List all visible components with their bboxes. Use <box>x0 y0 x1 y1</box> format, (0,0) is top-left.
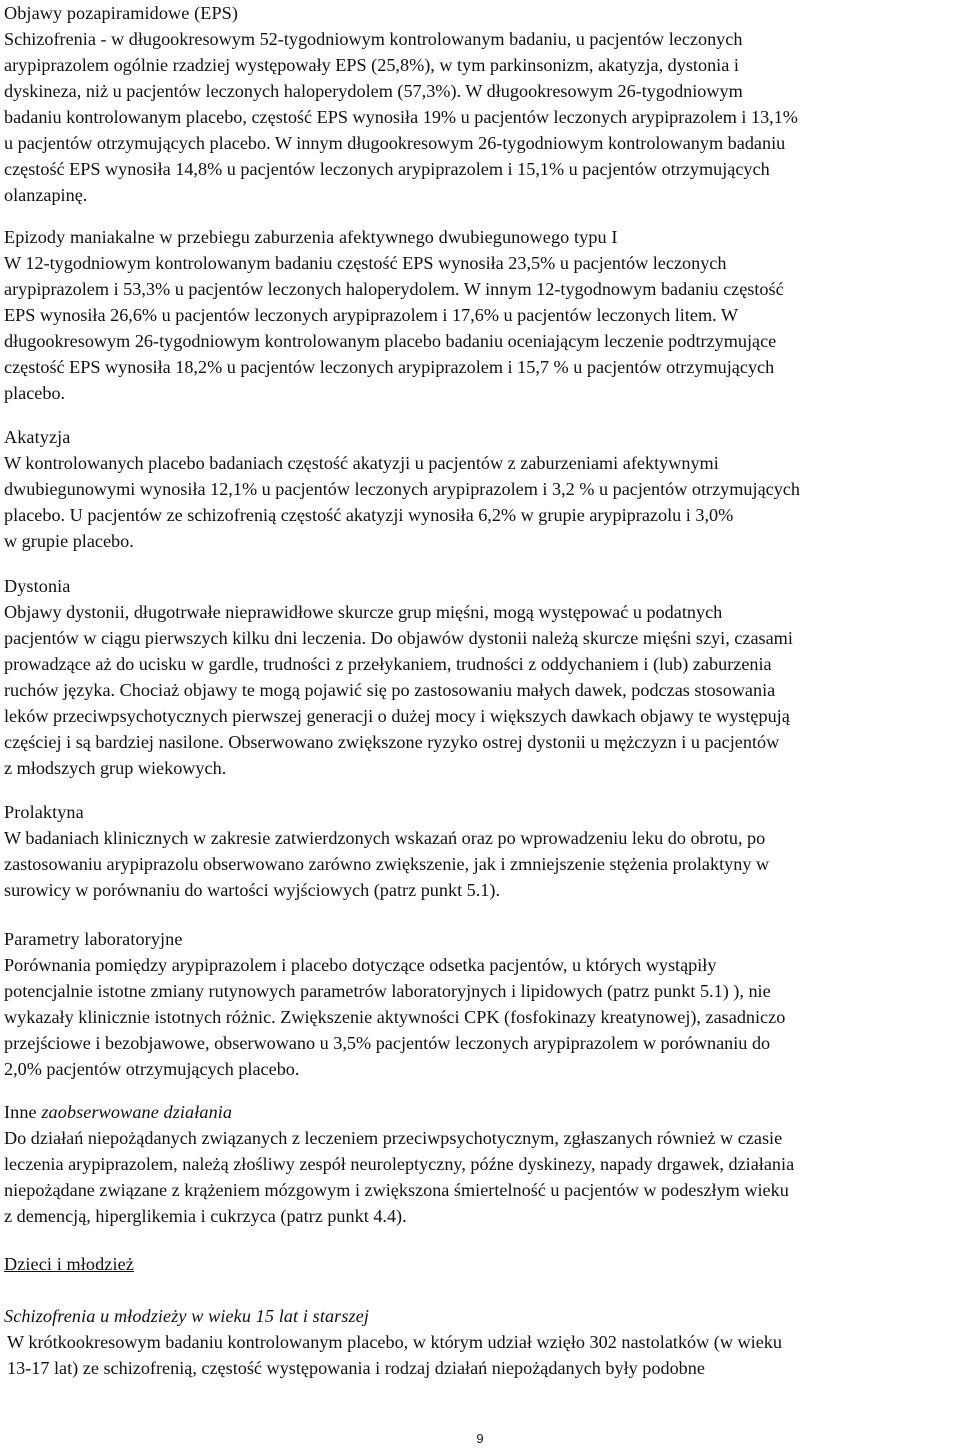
section-heading: Parametry laboratoryjne <box>4 929 183 949</box>
paragraph-line: 2,0% pacjentów otrzymujących placebo. <box>4 1059 300 1079</box>
section-other-effects <box>4 1099 956 1229</box>
section-heading: Akatyzja <box>4 427 71 447</box>
heading-italic-part: zaobserwowane działania <box>41 1102 233 1122</box>
paragraph-line: olanzapinę. <box>4 185 88 205</box>
paragraph-line: niepożądane związane z krążeniem mózgowym i zwiększona śmiertelność u pacjentów w podeszłym wieku <box>4 1180 789 1200</box>
paragraph-line: pacjentów w ciągu pierwszych kilku dni leczenia. Do objawów dystonii należą skurcze mięśni szyi, czasami <box>4 628 793 648</box>
section-heading: Epizody maniakalne w przebiegu zaburzenia afektywnego dwubiegunowego typu I <box>4 227 618 247</box>
paragraph-line: badaniu kontrolowanym placebo, częstość EPS wynosiła 19% u pacjentów leczonych arypiprazolem i 13,1% <box>4 107 798 127</box>
paragraph-line: częściej i są bardziej nasilone. Obserwowano zwiększone ryzyko ostrej dystonii u mężczyzn i u pacjentów <box>4 732 780 752</box>
paragraph-line: częstość EPS wynosiła 14,8% u pacjentów leczonych arypiprazolem i 15,1% u pacjentów otrzymujących <box>4 159 770 179</box>
section-children <box>4 1251 956 1277</box>
paragraph-line: u pacjentów otrzymujących placebo. W innym długookresowym 26-tygodniowym kontrolowanym badaniu <box>4 133 786 153</box>
paragraph-line: leczenia arypiprazolem, należą złośliwy zespół neuroleptyczny, późne dyskinezy, napady drgawek, działania <box>4 1154 795 1174</box>
paragraph-line: W kontrolowanych placebo badaniach częstość akatyzji u pacjentów z zaburzeniami afektywnymi <box>4 453 719 473</box>
paragraph-line: W 12-tygodniowym kontrolowanym badaniu częstość EPS wynosiła 23,5% u pacjentów leczonych <box>4 253 727 273</box>
section-eps <box>4 0 956 208</box>
paragraph-line: arypiprazolem ogólnie rzadziej występowały EPS (25,8%), w tym parkinsonizm, akatyzja, dystonia i <box>4 55 739 75</box>
paragraph-line: wykazały klinicznie istotnych różnic. Zwiększenie aktywności CPK (fosfokinazy kreatynowej), zasadniczo <box>4 1007 786 1027</box>
paragraph-line: długookresowym 26-tygodniowym kontrolowanym placebo badaniu oceniającym leczenie podtrzymujące <box>4 331 777 351</box>
paragraph-line: 13-17 lat) ze schizofrenią, częstość występowania i rodzaj działań niepożądanych były podobne <box>7 1358 705 1378</box>
paragraph-line: Porównania pomiędzy arypiprazolem i placebo dotyczące odsetka pacjentów, u których wystąpiły <box>4 955 717 975</box>
section-prolactin <box>4 799 956 903</box>
paragraph-line: W badaniach klinicznych w zakresie zatwierdzonych wskazań oraz po wprowadzeniu leku do obrotu, po <box>4 828 766 848</box>
paragraph-line: placebo. U pacjentów ze schizofrenią częstość akatyzji wynosiła 6,2% w grupie arypiprazolu i 3,0% <box>4 505 734 525</box>
section-adolescent-schizophrenia <box>4 1303 956 1381</box>
paragraph-line: ruchów języka. Chociaż objawy te mogą pojawić się po zastosowaniu małych dawek, podczas stosowania <box>4 680 776 700</box>
paragraph-line: Do działań niepożądanych związanych z leczeniem przeciwpsychotycznym, zgłaszanych również w czasie <box>4 1128 783 1148</box>
section-heading: Objawy pozapiramidowe (EPS) <box>4 3 239 23</box>
paragraph-line: Schizofrenia - w długookresowym 52-tygodniowym kontrolowanym badaniu, u pacjentów leczonych <box>4 29 743 49</box>
section-dystonia <box>4 573 956 781</box>
section-akathisia <box>4 424 956 554</box>
paragraph-line: Objawy dystonii, długotrwałe nieprawidłowe skurcze grup mięśni, mogą występować u podatnych <box>4 602 723 622</box>
page-number: 9 <box>476 1431 484 1446</box>
paragraph-line: częstość EPS wynosiła 18,2% u pacjentów leczonych arypiprazolem i 15,7 % u pacjentów otrzymujących <box>4 357 775 377</box>
paragraph-line: z młodszych grup wiekowych. <box>4 758 227 778</box>
paragraph-line: W krótkookresowym badaniu kontrolowanym placebo, w którym udział wzięło 302 nastolatków (w wieku <box>7 1332 782 1352</box>
paragraph-line: zastosowaniu arypiprazolu obserwowano zarówno zwiększenie, jak i zmniejszenie stężenia prolaktyny w <box>4 854 770 874</box>
paragraph-line: arypiprazolem i 53,3% u pacjentów leczonych haloperydolem. W innym 12-tygodnowym badaniu częstość <box>4 279 784 299</box>
section-heading: Prolaktyna <box>4 802 84 822</box>
paragraph-line: EPS wynosiła 26,6% u pacjentów leczonych arypiprazolem i 17,6% u pacjentów leczonych litem. W <box>4 305 739 325</box>
section-heading <box>4 1099 956 1125</box>
section-mania <box>4 224 956 406</box>
paragraph-line: dyskineza, niż u pacjentów leczonych haloperydolem (57,3%). W długookresowym 26-tygodniowym <box>4 81 743 101</box>
paragraph-line: prowadzące aż do ucisku w gardle, trudności z przełykaniem, trudności z oddychaniem i (lub) zaburzenia <box>4 654 772 674</box>
heading-plain-part: Inne <box>4 1102 37 1122</box>
section-heading: Dystonia <box>4 576 71 596</box>
paragraph-line: przejściowe i bezobjawowe, obserwowano u 3,5% pacjentów leczonych arypiprazolem w porównaniu do <box>4 1033 771 1053</box>
paragraph-line: w grupie placebo. <box>4 531 134 551</box>
paragraph-line: dwubiegunowymi wynosiła 12,1% u pacjentów leczonych arypiprazolem i 3,2 % u pacjentów otrzymujących <box>4 479 800 499</box>
section-heading: Dzieci i młodzież <box>4 1254 134 1274</box>
paragraph-line: leków przeciwpsychotycznych pierwszej generacji o dużej mocy i większych dawkach objawy te występują <box>4 706 790 726</box>
paragraph-line: surowicy w porównaniu do wartości wyjściowych (patrz punkt 5.1). <box>4 880 501 900</box>
section-lab-parameters <box>4 926 956 1082</box>
paragraph-line: placebo. <box>4 383 66 403</box>
paragraph-line: potencjalnie istotne zmiany rutynowych parametrów laboratoryjnych i lipidowych (patrz punkt 5.1) ), nie <box>4 981 771 1001</box>
section-heading: Schizofrenia u młodzieży w wieku 15 lat i starszej <box>4 1306 370 1326</box>
paragraph-line: z demencją, hiperglikemia i cukrzyca (patrz punkt 4.4). <box>4 1206 407 1226</box>
